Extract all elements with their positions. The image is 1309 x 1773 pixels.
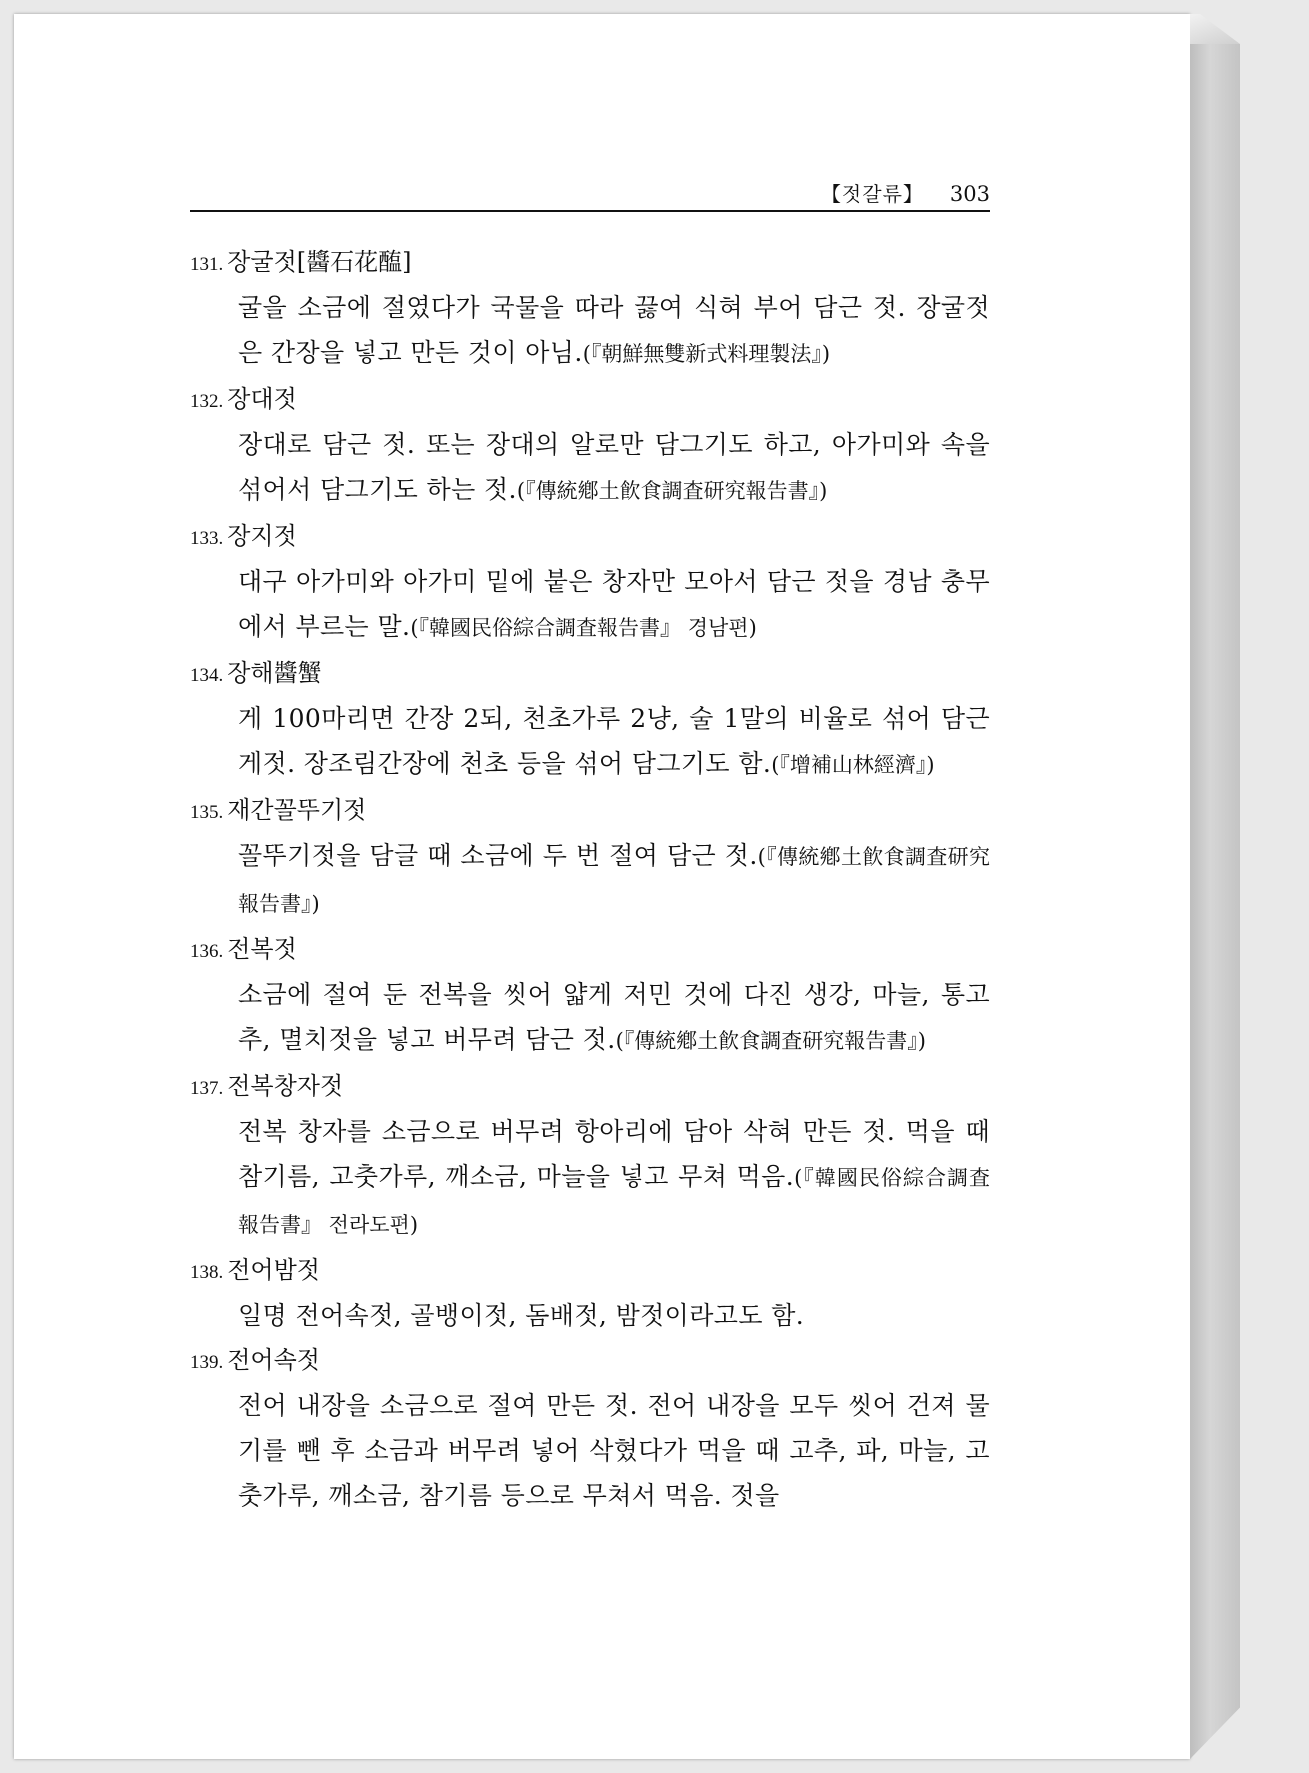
entry-number: 132. [190, 391, 224, 412]
entry-title: 재간꼴뚜기젓 [227, 796, 367, 824]
entry-source: (『傳統鄕土飮食調査研究報告書』) [238, 845, 990, 916]
entry-body [238, 422, 990, 514]
entry-body [238, 972, 990, 1064]
entry-source: (『韓國民俗綜合調査報告書』 경남편) [410, 616, 757, 640]
page-number: 303 [949, 182, 990, 206]
entry-text: 굴을 소금에 절였다가 국물을 따라 끓여 식혀 부어 담근 젓. 장굴젓은 간장을 넣고 만든 것이 아님. [238, 293, 990, 367]
entry-head [190, 788, 990, 833]
entry-source: (『韓國民俗綜合調査報告書』 전라도편) [238, 1166, 990, 1237]
entry-body [238, 696, 990, 788]
entry-head [190, 651, 990, 696]
entry-131 [190, 240, 990, 377]
entry-number: 136. [190, 941, 224, 962]
entry-head [190, 1248, 990, 1293]
entry-139 [190, 1338, 990, 1518]
entry-137 [190, 1064, 990, 1248]
entry-head [190, 1064, 990, 1109]
entry-head [190, 240, 990, 285]
entry-text: 장대로 담근 젓. 또는 장대의 알로만 담그기도 하고, 아가미와 속을 섞어서 담그기도 하는 젓. [238, 430, 990, 504]
entry-head [190, 514, 990, 559]
entry-source: (『傳統鄕土飮食調査研究報告書』) [615, 1029, 926, 1053]
entry-text: 소금에 절여 둔 전복을 씻어 얇게 저민 것에 다진 생강, 마늘, 통고추, 멸치젓을 넣고 버무려 담근 젓. [238, 980, 990, 1054]
entry-body [238, 833, 990, 927]
header-right [821, 178, 990, 207]
entry-number: 134. [190, 665, 224, 686]
section-title: 【젓갈류】 [820, 182, 924, 206]
entry-text: 전복 창자를 소금으로 버무려 항아리에 담아 삭혀 만든 젓. 먹을 때 참기름, 고춧가루, 깨소금, 마늘을 넣고 무쳐 먹음. [238, 1117, 990, 1191]
entry-source: (『傳統鄕土飮食調査研究報告書』) [516, 479, 828, 503]
entry-title: 장지젓 [227, 522, 297, 550]
entry-head [190, 377, 990, 422]
entry-source: (『增補山林經濟』) [771, 753, 935, 777]
entry-text: 일명 전어속젓, 골뱅이젓, 돔배젓, 밤젓이라고도 함. [238, 1301, 805, 1330]
entry-body [238, 1109, 990, 1248]
entry-number: 139. [190, 1352, 224, 1373]
entry-133 [190, 514, 990, 651]
entry-title: 장해醬蟹 [227, 659, 322, 687]
entry-number: 137. [190, 1078, 224, 1099]
entry-title: 전복창자젓 [227, 1072, 344, 1100]
header-rule [190, 210, 990, 212]
entry-134 [190, 651, 990, 788]
entry-text: 전어 내장을 소금으로 절여 만든 젓. 전어 내장을 모두 씻어 건져 물기를 뺀 후 소금과 버무려 넣어 삭혔다가 먹을 때 고추, 파, 마늘, 고춧가루, 깨소금, 참기름 등으로 무쳐서 먹음. 젓을 [238, 1391, 990, 1510]
entry-body [238, 285, 990, 377]
entry-text: 대구 아가미와 아가미 밑에 붙은 창자만 모아서 담근 젓을 경남 충무에서 부르는 말. [238, 567, 990, 641]
entry-132 [190, 377, 990, 514]
entry-text: 꼴뚜기젓을 담글 때 소금에 두 번 절여 담근 젓. [238, 841, 758, 870]
entry-title: 장굴젓[醬石花醢] [227, 248, 412, 276]
entry-number: 135. [190, 802, 224, 823]
entry-body [238, 1383, 990, 1518]
entry-body [238, 1293, 990, 1338]
entry-number: 131. [190, 254, 224, 275]
entry-body [238, 559, 990, 651]
running-header [190, 178, 990, 210]
entry-136 [190, 927, 990, 1064]
entry-title: 전어밤젓 [227, 1256, 320, 1284]
entry-head [190, 1338, 990, 1383]
entry-138 [190, 1248, 990, 1338]
entry-list [190, 240, 990, 1518]
book-spine [1190, 44, 1240, 1759]
entry-source: (『朝鮮無雙新式料理製法』) [582, 342, 831, 366]
entry-text: 게 100마리면 간장 2되, 천초가루 2냥, 술 1말의 비율로 섞어 담근 게젓. 장조림간장에 천초 등을 섞어 담그기도 함. [238, 704, 990, 778]
entry-head [190, 927, 990, 972]
entry-135 [190, 788, 990, 927]
entry-number: 138. [190, 1262, 224, 1283]
page-edge-top [1190, 14, 1240, 44]
entry-title: 장대젓 [227, 385, 297, 413]
entry-title: 전어속젓 [227, 1346, 320, 1374]
entry-number: 133. [190, 528, 224, 549]
entry-title: 전복젓 [227, 935, 297, 963]
